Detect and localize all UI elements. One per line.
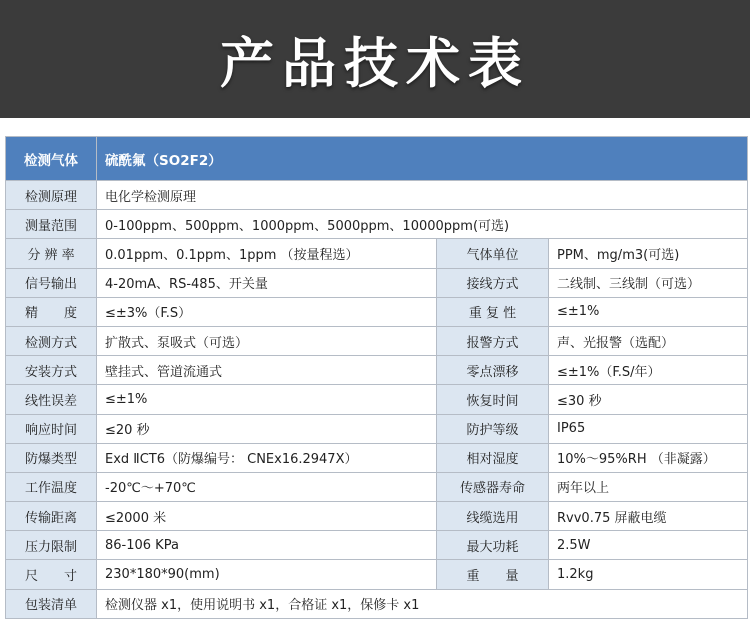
row-value: 电化学检测原理 — [97, 181, 748, 210]
spec-table-container — [5, 136, 747, 619]
row-label-secondary: 重 量 — [437, 560, 549, 589]
row-label: 防爆类型 — [6, 443, 97, 472]
row-value-secondary: 二线制、三线制（可选） — [549, 268, 748, 297]
row-value: 扩散式、泵吸式（可选） — [97, 326, 437, 355]
row-value: -20℃～+70℃ — [97, 472, 437, 501]
row-label-secondary: 零点漂移 — [437, 356, 549, 385]
row-value-secondary: IP65 — [549, 414, 748, 443]
header-label: 检测气体 — [6, 137, 97, 181]
row-value-secondary: ≤±1% — [549, 297, 748, 326]
row-label: 压力限制 — [6, 531, 97, 560]
row-label-secondary: 报警方式 — [437, 326, 549, 355]
table-row — [6, 502, 748, 531]
row-label-secondary: 传感器寿命 — [437, 472, 549, 501]
row-value: 0.01ppm、0.1ppm、1ppm （按量程选） — [97, 239, 437, 268]
row-label-secondary: 防护等级 — [437, 414, 549, 443]
row-value-secondary: 1.2kg — [549, 560, 748, 589]
table-header-row — [6, 137, 748, 181]
row-label: 分 辨 率 — [6, 239, 97, 268]
row-value: Exd ⅡCT6（防爆编号： CNEx16.2947X） — [97, 443, 437, 472]
row-label: 精 度 — [6, 297, 97, 326]
row-label-secondary: 接线方式 — [437, 268, 549, 297]
row-value: ≤±3%（F.S） — [97, 297, 437, 326]
row-label: 检测方式 — [6, 326, 97, 355]
table-row — [6, 589, 748, 618]
table-row — [6, 414, 748, 443]
row-label-secondary: 线缆选用 — [437, 502, 549, 531]
table-row — [6, 531, 748, 560]
header-value: 硫酰氟（SO2F2） — [97, 137, 748, 181]
spec-table — [5, 136, 748, 619]
table-row — [6, 181, 748, 210]
table-row — [6, 443, 748, 472]
row-value: 壁挂式、管道流通式 — [97, 356, 437, 385]
table-row — [6, 297, 748, 326]
row-label-secondary: 相对湿度 — [437, 443, 549, 472]
row-label: 检测原理 — [6, 181, 97, 210]
row-label-secondary: 恢复时间 — [437, 385, 549, 414]
page-title: 产品技术表 — [220, 31, 530, 95]
row-label: 包装清单 — [6, 589, 97, 618]
row-value-secondary: 两年以上 — [549, 472, 748, 501]
row-label: 传输距离 — [6, 502, 97, 531]
row-value: 86-106 KPa — [97, 531, 437, 560]
row-label: 尺 寸 — [6, 560, 97, 589]
row-value-secondary: 2.5W — [549, 531, 748, 560]
row-value-secondary: ≤30 秒 — [549, 385, 748, 414]
row-value: ≤±1% — [97, 385, 437, 414]
row-label-secondary: 最大功耗 — [437, 531, 549, 560]
row-value: ≤2000 米 — [97, 502, 437, 531]
row-label: 安装方式 — [6, 356, 97, 385]
table-row — [6, 385, 748, 414]
table-row — [6, 560, 748, 589]
row-value: 230*180*90(mm) — [97, 560, 437, 589]
title-banner — [0, 0, 750, 118]
row-value-secondary: PPM、mg/m3(可选) — [549, 239, 748, 268]
row-value-secondary: 10%～95%RH （非凝露） — [549, 443, 748, 472]
table-row — [6, 326, 748, 355]
row-label-secondary: 气体单位 — [437, 239, 549, 268]
table-row — [6, 239, 748, 268]
row-label: 线性误差 — [6, 385, 97, 414]
row-label: 响应时间 — [6, 414, 97, 443]
row-value: 4-20mA、RS-485、开关量 — [97, 268, 437, 297]
row-label: 测量范围 — [6, 210, 97, 239]
row-value: 0-100ppm、500ppm、1000ppm、5000ppm、10000ppm(可选) — [97, 210, 748, 239]
row-label: 信号输出 — [6, 268, 97, 297]
row-value-secondary: 声、光报警（选配） — [549, 326, 748, 355]
row-value-secondary: ≤±1%（F.S/年） — [549, 356, 748, 385]
row-value: ≤20 秒 — [97, 414, 437, 443]
row-label-secondary: 重 复 性 — [437, 297, 549, 326]
row-value: 检测仪器 x1，使用说明书 x1，合格证 x1，保修卡 x1 — [97, 589, 748, 618]
row-label: 工作温度 — [6, 472, 97, 501]
table-row — [6, 356, 748, 385]
table-row — [6, 210, 748, 239]
row-value-secondary: Rvv0.75 屏蔽电缆 — [549, 502, 748, 531]
table-row — [6, 268, 748, 297]
table-row — [6, 472, 748, 501]
